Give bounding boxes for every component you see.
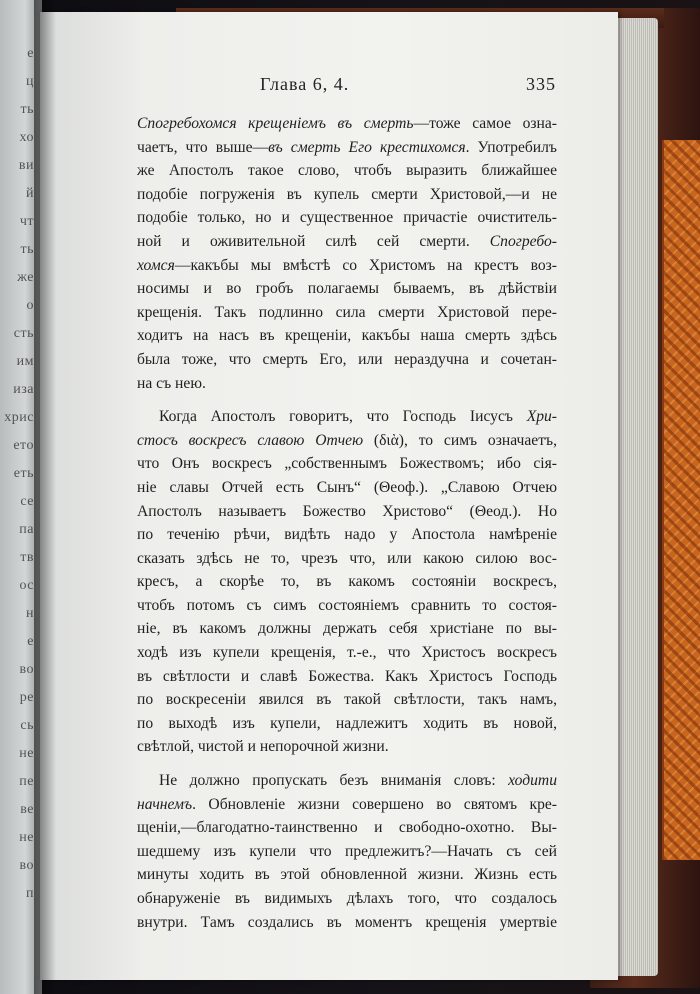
left-page-fragment: ето	[13, 438, 34, 453]
left-page-fragment: й	[26, 186, 34, 201]
left-page-fragment: е	[27, 634, 34, 649]
left-page-fragment: иза	[13, 382, 34, 397]
left-page-fragment: ре	[19, 690, 34, 705]
left-page-fragment: не	[19, 830, 34, 845]
text-line: нiе славы Отчей есть Сынъ“ (Θеоф.). „Славою Отчею	[137, 478, 557, 496]
text-line: носимы и во гробъ полагаемы бываемъ, въ дѣйствiи	[137, 280, 557, 298]
left-page-fragment: еть	[13, 466, 34, 481]
left-page-fragment: не	[19, 746, 34, 761]
left-page-fragment: о	[26, 298, 34, 313]
left-page-fragment: ть	[20, 102, 34, 117]
text-line: Когда Апостолъ говоритъ, что Господь Iисусъ Хри-	[159, 408, 557, 426]
text-line: обнаруженiе въ видимыхъ дѣлахъ того, что создалось	[137, 890, 557, 907]
text-line: начнемъ. Обновленiе жизни совершено во святомъ кре-	[137, 795, 557, 813]
text-line: Апостолъ называетъ Божество Христово“ (Θеод.). Но	[137, 502, 557, 520]
text-line: подобiе только, но и существенное причастiе очиститель-	[137, 209, 557, 227]
text-line: шедшему изъ купели что предлежитъ?—Начать съ сей	[137, 842, 557, 860]
text-line: крещенiя. Такъ подлинно сила смерти Христовой пере-	[137, 303, 557, 321]
text-line: по выходѣ изъ купели, надлежитъ ходить въ новой,	[137, 714, 557, 732]
left-page-fragment: па	[19, 522, 34, 537]
left-page-fragment: п	[26, 886, 34, 901]
text-line: чтобъ потомъ съ симъ состоянiемъ сравнить то состоя-	[137, 596, 557, 614]
leather-spine-texture	[662, 140, 700, 860]
left-page-fragment: хо	[19, 130, 34, 145]
text-line: нiе, въ какомъ должны держать себя христiане по вы-	[137, 620, 557, 638]
text-line: щенiи,—благодатно-таинственно и свободно-охотно. Вы-	[137, 819, 557, 837]
left-page-fragment: хрис	[4, 410, 34, 425]
text-line: Не должно пропускать безъ вниманiя словъ: ходити	[159, 772, 557, 790]
text-line: что Онъ воскресъ „собственнымъ Божествомъ; ибо сiя-	[137, 455, 557, 473]
running-header	[260, 74, 556, 98]
text-line: хомся—какъбы мы вмѣстѣ со Христомъ на крестъ воз-	[137, 256, 557, 274]
left-page-fragment: сть	[13, 326, 34, 341]
left-page-fragment: чт	[19, 214, 34, 229]
text-line: въ свѣтлости и славѣ Божества. Какъ Христосъ Господь	[137, 667, 557, 685]
left-page-fragment: пе	[19, 774, 34, 789]
left-page-fragment: ве	[20, 802, 34, 817]
left-page-fragment: сь	[20, 718, 34, 733]
left-page-fragment: ть	[20, 242, 34, 257]
chapter-heading: Глава 6, 4.	[260, 74, 350, 94]
text-line: сказать здѣсь не то, чрезъ что, или какою силою вос-	[137, 549, 557, 567]
right-page	[40, 12, 618, 980]
left-page-fragment: им	[16, 354, 34, 369]
text-line: на съ нею.	[137, 374, 206, 392]
text-line: же Апостолъ такое слово, чтобъ выразить ближайшее	[137, 162, 557, 180]
page-number: 335	[526, 74, 556, 94]
text-line: ходитъ на насъ въ крещенiи, какъбы наша смерть здѣсь	[137, 327, 557, 345]
left-page-fragment: тв	[20, 550, 34, 565]
left-page-fragment: ц	[26, 74, 34, 89]
left-page-fragment: e	[27, 46, 34, 61]
text-line: подобiе погруженiя въ купель смерти Христовой,—и не	[137, 185, 557, 203]
text-line: свѣтлой, чистой и непорочной жизни.	[137, 738, 389, 756]
left-page-fragment: ви	[18, 158, 34, 173]
text-line: была тоже, что смерть Его, или нераздучна и сочетан-	[137, 350, 557, 368]
text-line: ной и оживительной силѣ сей смерти. Спогребо-	[137, 232, 557, 250]
left-page-fragment: н	[26, 606, 34, 621]
left-page-fragment: во	[19, 858, 34, 873]
text-line: по воскресенiи явился въ такой свѣтлости, такъ намъ,	[137, 691, 557, 709]
text-line: ходѣ изъ купели крещенiя, т.-е., что Христосъ воскресъ	[137, 644, 557, 662]
left-page-fragment: се	[20, 494, 34, 509]
text-line: Спогребохомся крещенiемъ въ смерть—тоже самое озна-	[137, 115, 558, 132]
body-text	[137, 112, 557, 934]
left-page-fragment: ос	[19, 578, 34, 593]
page-edges	[612, 18, 658, 976]
text-line: кресъ, а скорѣе то, въ какомъ состоянiи воскресъ,	[137, 573, 557, 591]
text-line: стосъ воскресъ славою Отчею (διὰ), то симъ означаетъ,	[137, 431, 557, 449]
gutter-shadow	[34, 0, 56, 994]
text-line: минуты ходить въ этой обновленной жизни. Жизнь есть	[137, 866, 557, 884]
text-line: по теченiю рѣчи, видѣть надо у Апостола намѣренiе	[137, 526, 557, 544]
text-line: внутри. Тамъ создались въ моментъ крещенiя умертвiе	[137, 913, 557, 931]
left-page-fragment: во	[19, 662, 34, 677]
text-line: чаетъ, что выше—въ смерть Его крестихомся. Употребилъ	[137, 138, 557, 156]
left-page-fragment: же	[17, 270, 34, 285]
